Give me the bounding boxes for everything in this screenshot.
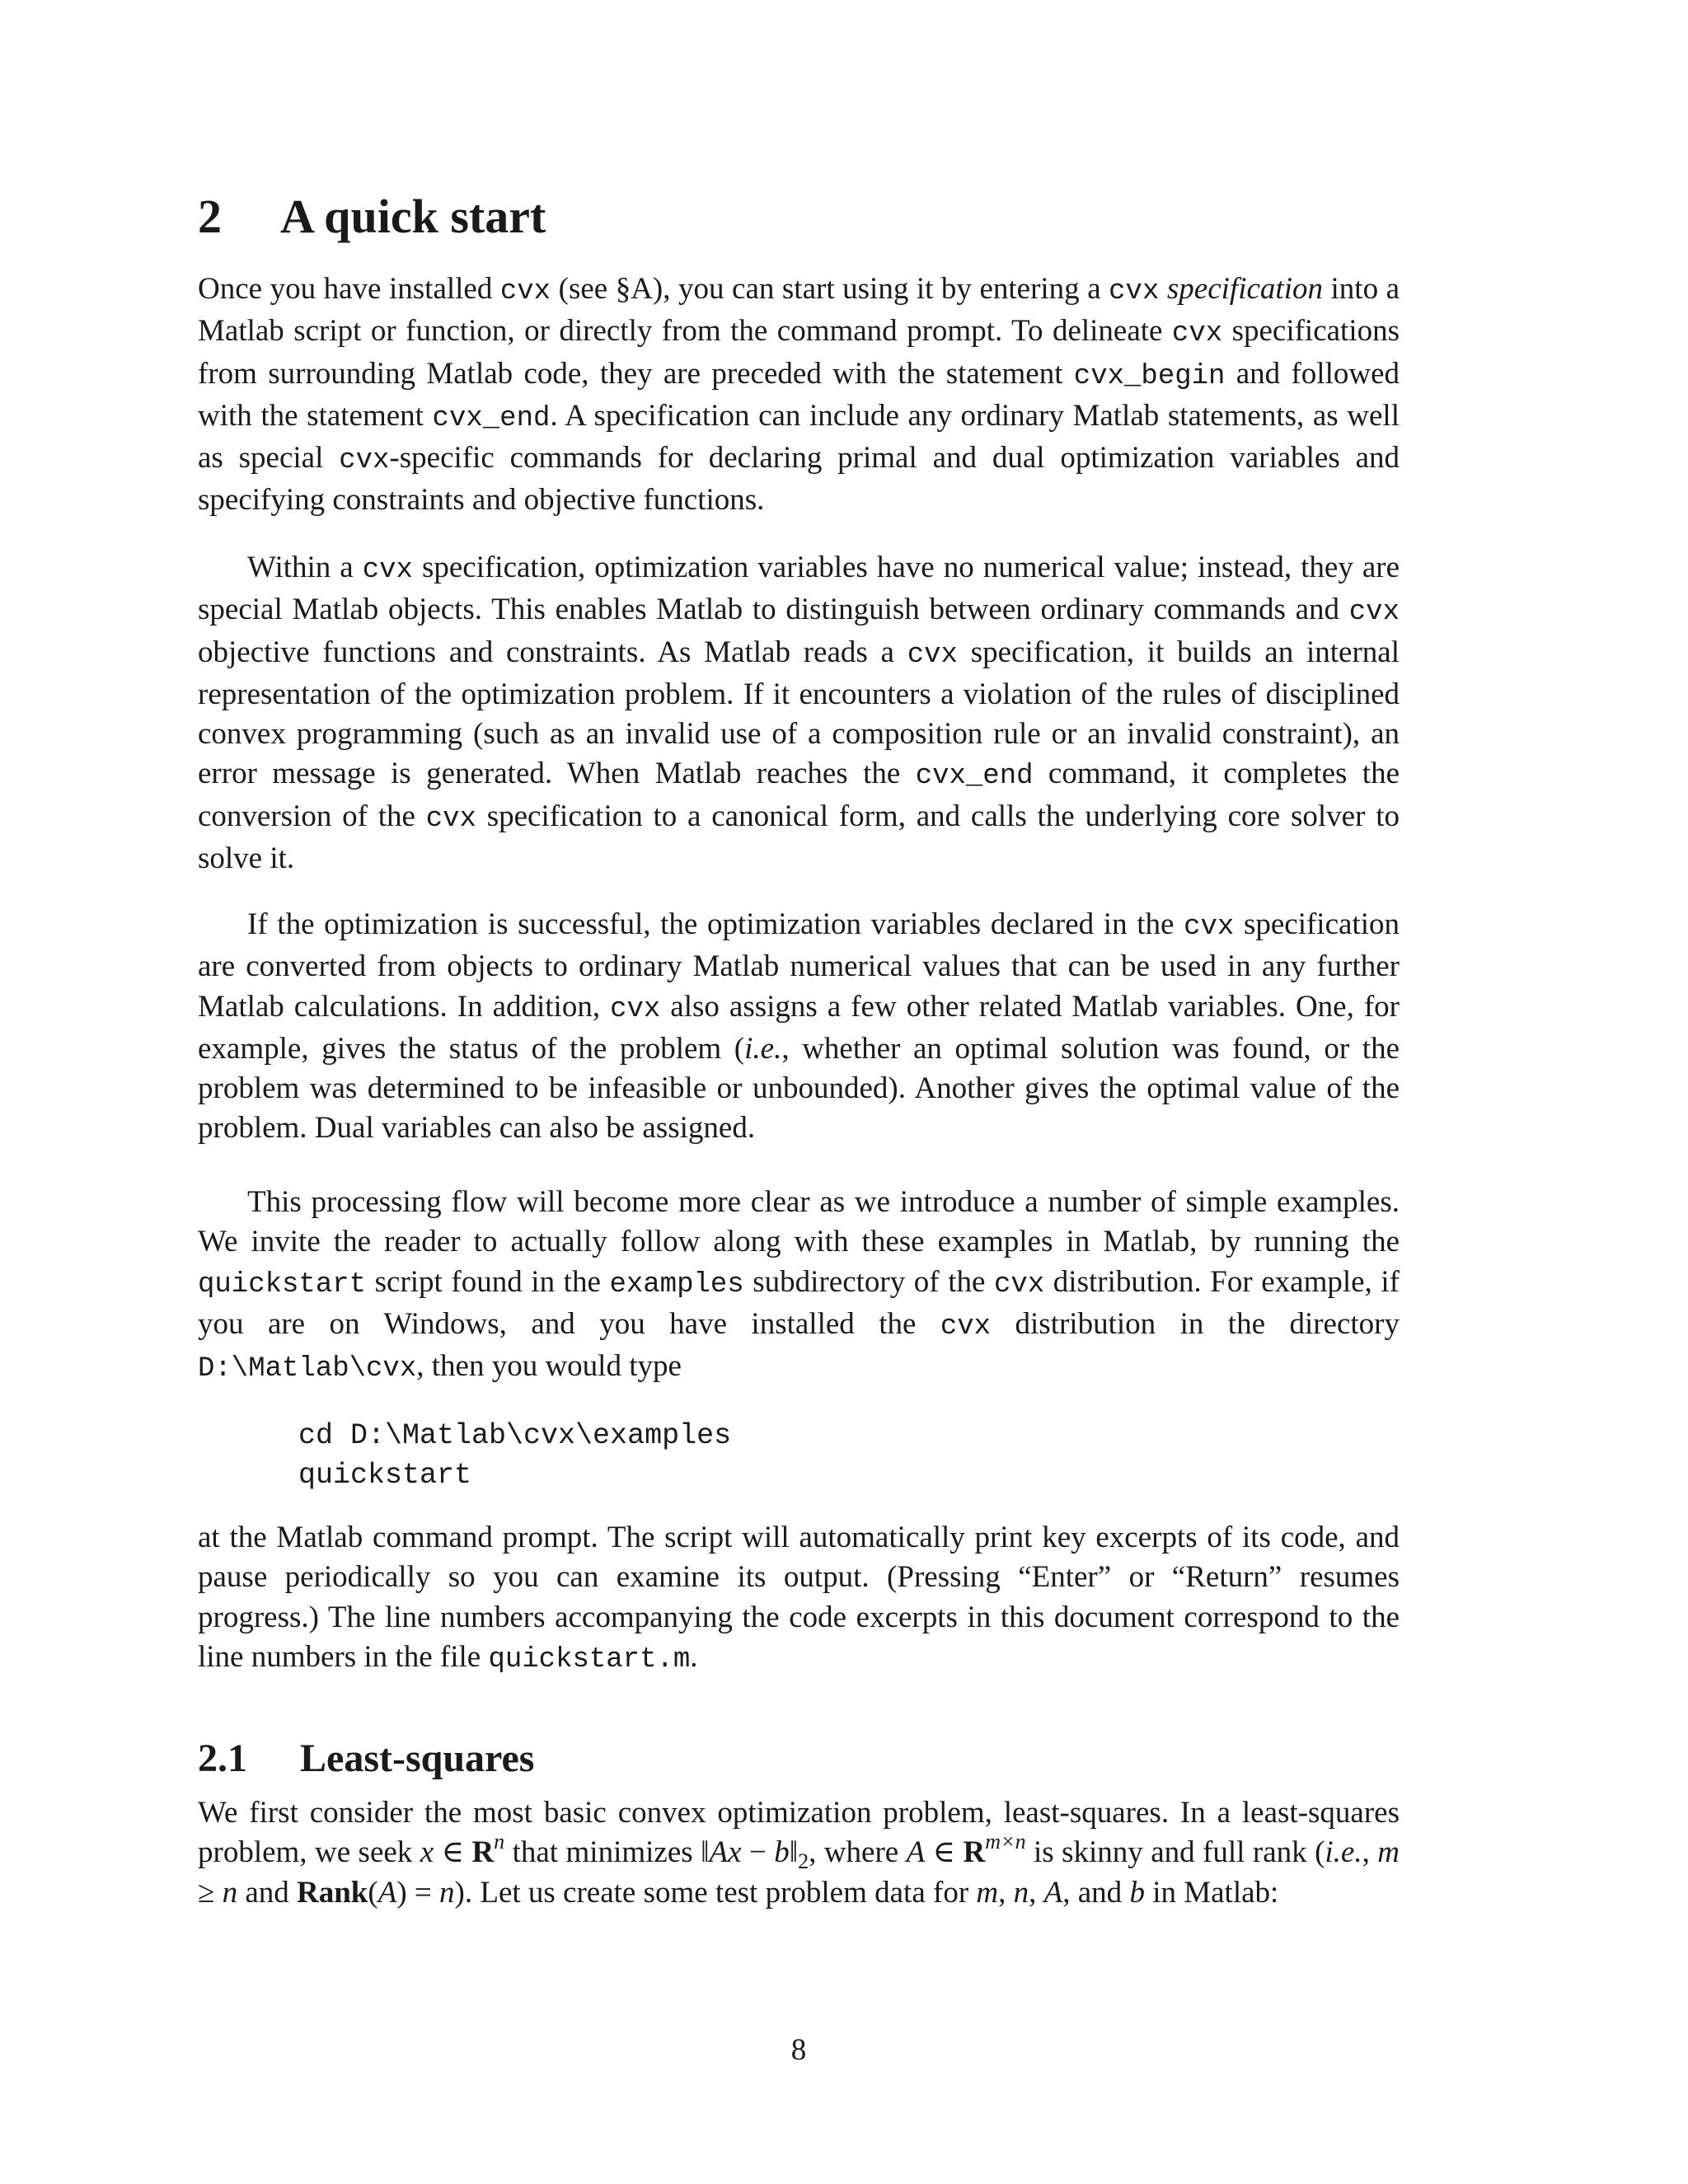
code-block: cd D:\Matlab\cvx\examples quickstart — [298, 1419, 732, 1492]
subsection-title: Least-squares — [300, 1736, 535, 1780]
paragraph-least-squares: We first consider the most basic convex optimization problem, least-squares. In a least-squares problem, we seek x ∈ $R^n$ that minimizes ‖Ax − $b‖_2$, where A ∈ $R^{m\times n}$ is skinny and full rank (i.e., m ≥ n and Rank(A) = n). Let us create some test problem data for m, n, A, and b in Matlab: — [198, 1796, 1400, 1910]
section-number: 2 — [198, 190, 222, 243]
paragraph-prompt: at the Matlab command prompt. The script will automatically print key excerpts of its code, and pause periodically so you can examine its output. (Pressing “Enter” or “Return” resumes progress.) The line numbers accompanying the code excerpts in this document correspond to the line numbers in the file quickstart.m. — [198, 1521, 1400, 1675]
section-title: A quick start — [280, 190, 546, 243]
paragraph-examples: This processing flow will become more clear as we introduce a number of simple examples. We invite the reader to actually follow along with these examples in Matlab, by running the quickstart script found in the examples subdirectory of the cvx distribution. For example, if you are on Windows, and you have installed the cvx distribution in the directory D:\Matlab\cvx, then you would type — [198, 1185, 1400, 1385]
paragraph-specification: Within a cvx specification, optimization variables have no numerical value; instead, they are special Matlab objects. This enables Matlab to distinguish between ordinary commands and cvx objective functions and constraints. As Matlab reads a cvx specification, it builds an internal representation of the optimization problem. If it encounters a violation of the rules of disciplined convex programming (such as an invalid use of a composition rule or an invalid constraint), an error message is generated. When Matlab reaches the cvx_end command, it completes the conversion of the cvx specification to a canonical form, and calls the underlying core solver to solve it. — [198, 551, 1400, 876]
paragraph-intro: Once you have installed cvx (see §A), you can start using it by entering a cvx specification into a Matlab script or function, or directly from the command prompt. To delineate cvx specifications from surrounding Matlab code, they are preceded with the statement cvx_begin and followed with the statement cvx_end. A specification can include any ordinary Matlab statements, as well as special cvx-specific commands for declaring primal and dual optimization variables and specifying constraints and objective functions. — [198, 272, 1400, 518]
paragraph-results: If the optimization is successful, the optimization variables declared in the cvx specification are converted from objects to ordinary Matlab numerical values that can be used in any further Matlab calculations. In addition, cvx also assigns a few other related Matlab variables. One, for example, gives the status of the problem (i.e., whether an optimal solution was found, or the problem was determined to be infeasible or unbounded). Another gives the optimal value of the problem. Dual variables can also be assigned. — [198, 907, 1400, 1146]
subsection-heading — [198, 1734, 534, 1783]
subsection-number: 2.1 — [198, 1736, 247, 1780]
page-number: 8 — [790, 2033, 807, 2067]
section-heading — [198, 188, 546, 246]
